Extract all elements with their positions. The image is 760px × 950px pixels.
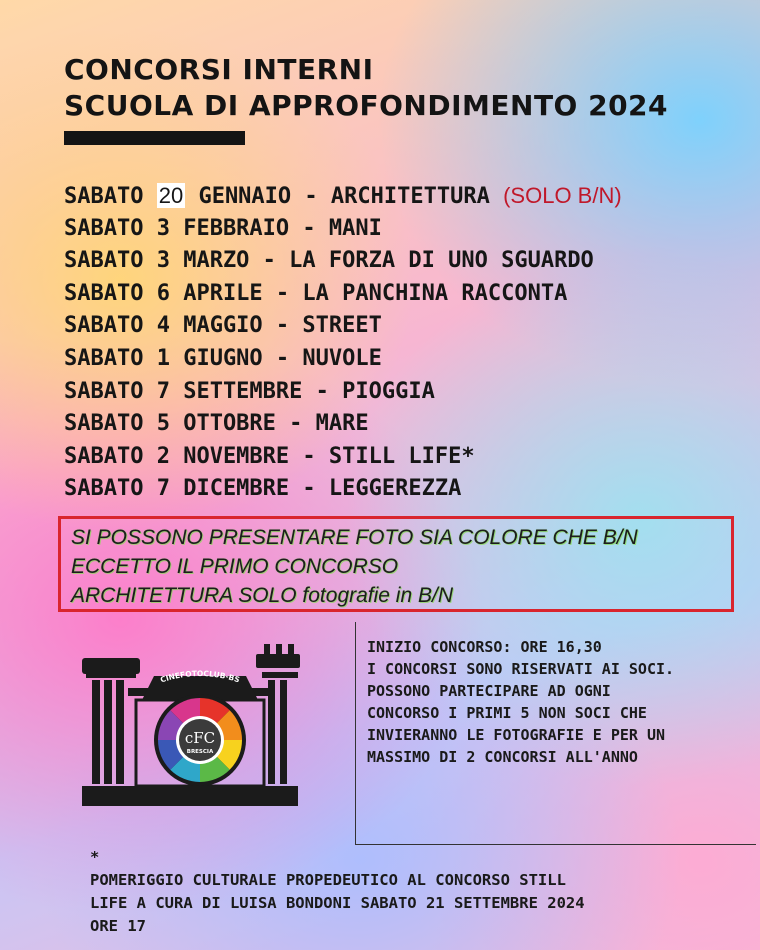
contest-schedule	[64, 180, 622, 506]
camera-logo-icon	[80, 640, 320, 812]
schedule-item: SABATO 2 NOVEMBRE - STILL LIFE*	[64, 443, 475, 469]
schedule-item: SABATO 7 DICEMBRE - LEGGEREZZA	[64, 476, 462, 502]
schedule-prefix: SABATO	[64, 184, 157, 209]
schedule-item: SABATO 3 MARZO - LA FORZA DI UNO SGUARDO	[64, 248, 594, 274]
schedule-item: SABATO 1 GIUGNO - NUVOLE	[64, 345, 382, 371]
logo-city: BRESCIA	[186, 749, 214, 755]
notice-line-1: SI POSSONO PRESENTARE FOTO SIA COLORE CHE B/N	[71, 526, 638, 549]
title-underline	[64, 131, 245, 145]
highlighted-day: 20	[158, 183, 184, 208]
notice-line-2: ECCETTO IL PRIMO CONCORSO	[71, 555, 399, 578]
schedule-item: SABATO 3 FEBBRAIO - MANI	[64, 215, 382, 241]
logo-banner: CINEFOTOCLUB-BS	[159, 668, 241, 685]
schedule-item	[64, 180, 622, 213]
schedule-item: SABATO 4 MAGGIO - STREET	[64, 313, 382, 339]
still-life-footnote: * POMERIGGIO CULTURALE PROPEDEUTICO AL CONCORSO STILL LIFE A CURA DI LUISA BONDONI SABATO 21 SETTEMBRE 2024 ORE 17	[90, 848, 585, 935]
logo-initials: cFC	[184, 729, 216, 747]
color-rules-notice	[58, 516, 734, 612]
title-line-1: CONCORSI INTERNI	[64, 53, 374, 86]
notice-line-3: ARCHITETTURA SOLO fotografie in B/N	[71, 584, 453, 607]
schedule-item: SABATO 6 APRILE - LA PANCHINA RACCONTA	[64, 280, 568, 306]
bw-only-note: (SOLO B/N)	[503, 183, 622, 208]
contest-info: INIZIO CONCORSO: ORE 16,30 I CONCORSI SONO RISERVATI AI SOCI. POSSONO PARTECIPARE AD OGNI CONCORSO I PRIMI 5 NON SOCI CHE INVIERANNO LE FOTOGRAFIE E PER UN MASSIMO DI 2 CONCORSI ALL'ANNO	[367, 638, 675, 766]
schedule-item: SABATO 5 OTTOBRE - MARE	[64, 411, 369, 437]
schedule-item: SABATO 7 SETTEMBRE - PIOGGIA	[64, 378, 435, 404]
title-line-2: SCUOLA DI APPROFONDIMENTO 2024	[64, 89, 669, 122]
page-title	[64, 52, 668, 124]
schedule-rest: GENNAIO - ARCHITETTURA	[185, 184, 504, 209]
